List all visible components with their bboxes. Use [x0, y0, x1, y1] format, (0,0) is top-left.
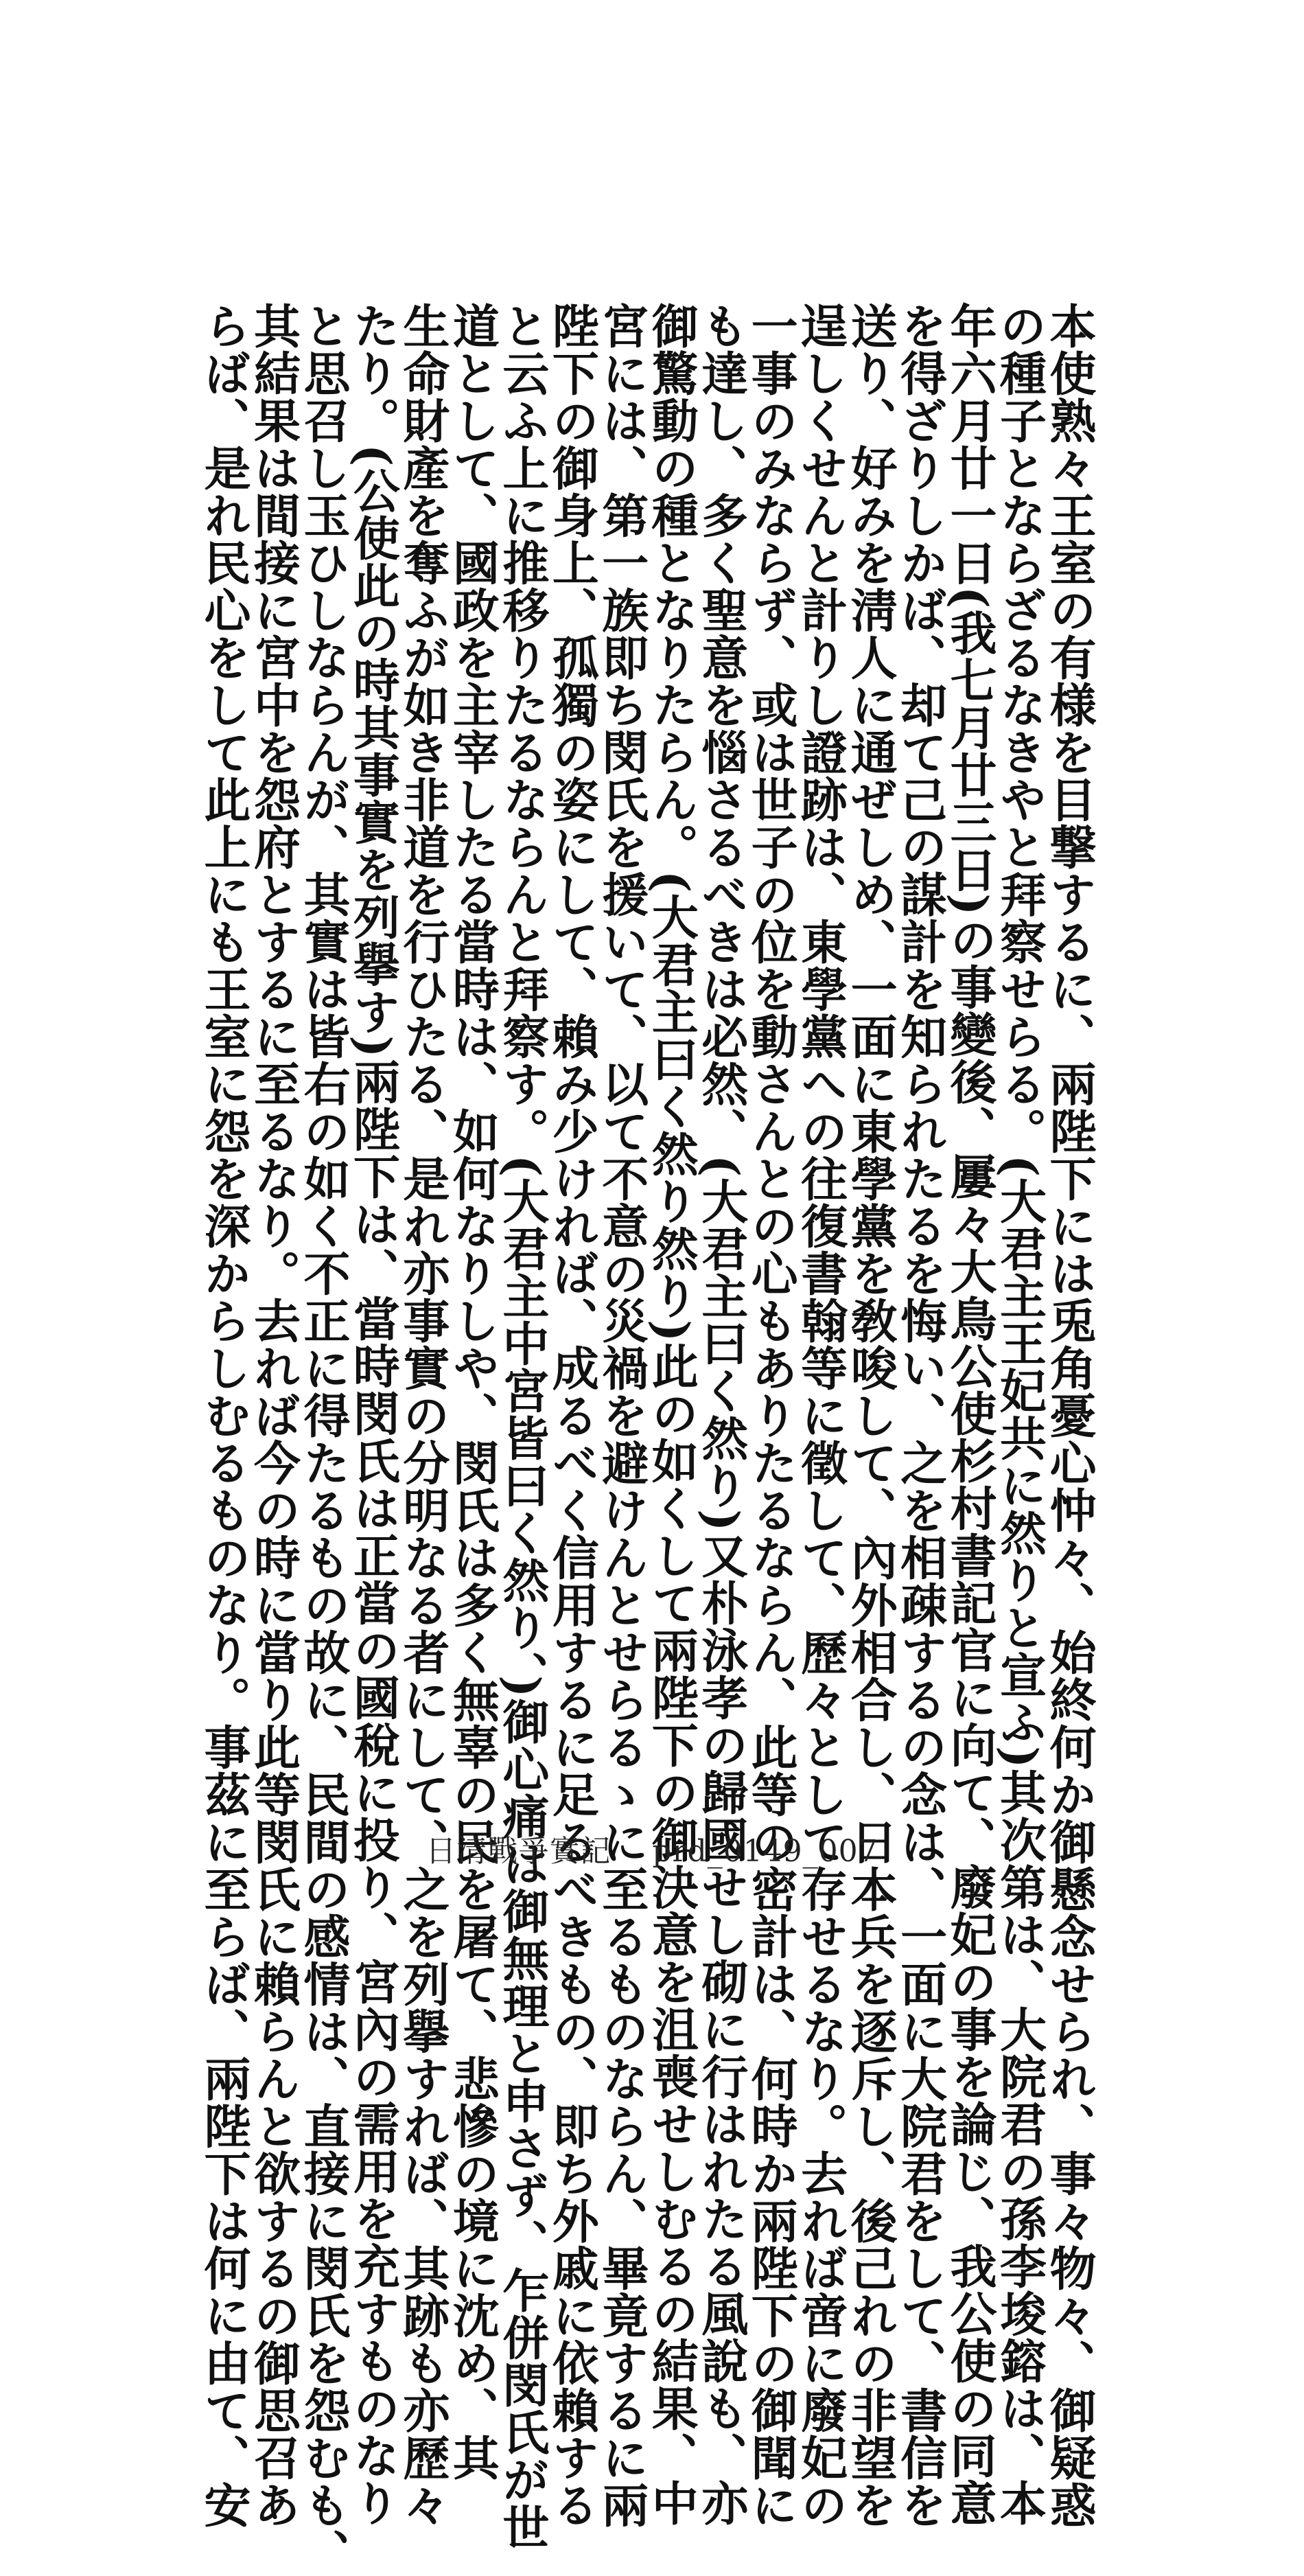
text-column: 本使熟々王室の有様を目撃するに、兩陛下には兎角憂心忡々、始終何か御懸念せられ、事々物々、御疑惑 [1041, 302, 1097, 2529]
text-column: も達し、多く聖意を惱さるべきは必然、(大君主曰く然り)又朴泳孝の歸國せし砌に行はれたる風說も、亦 [693, 302, 749, 2527]
text-column: と思召し玉ひしならんが、其實は皆右の如く不正に得たるもの故に、民間の感情は、直接に閔氏を怨むも、 [295, 302, 351, 2576]
text-column: 逞しくせんと計りし證跡は、東學黨への往復書翰等に徵して、歷々として存せるなり。去れば啻に廢妃の [793, 302, 848, 2529]
text-column: 宮には、第一族即ち閔氏を援いて、以て不意の災禍を避けんとせらるゝに至るものならん、畢竟するに兩 [594, 302, 649, 2529]
page-footer [0, 1826, 1304, 1870]
text-column: 其結果は間接に宮中を怨府とするに至るなり。去れば今の時に當り此等閔氏に賴らんと欲するの御思召あ [246, 302, 301, 2529]
text-column: 一事のみならず、或は世子の位を動さんとの心もありたるならん、此等の密計は、何時か兩陛下の御聞に [743, 302, 799, 2529]
text-column: と云ふ上に推移りたるならんと拜察す。(大君主中宮皆曰く然り、)御心痛は御無理と申さず、乍併閔氏が世 [494, 302, 550, 2551]
text-column: 陛下の御身上、孤獨の姿にして、賴み少ければ、成るべく信用するに足るべきもの、即ち外戚に依賴する [544, 302, 600, 2529]
text-column: 御驚動の種となりたらん。(大君主曰く然り然り)此の如くして兩陛下の御決意を沮喪せしむるの結果、中 [644, 302, 699, 2527]
text-column: の種子とならざるなきやと拜察せらる。(大君主王妃共に然りと宣ふ)其次第は、大院君の孫李埈鎔は、本 [992, 302, 1047, 2527]
text-column: らば、是れ民心をして此上にも王室に怨を深からしむるものなり。事茲に至らば、兩陛下は何に由て、安 [196, 302, 251, 2529]
text-column: 送り、好みを淸人に通ぜしめ、一面に東學黨を敎唆して、內外相合し、日本兵を逐斥し、後己れの非望を [843, 302, 898, 2529]
footer-title: 日清戰爭實記 [426, 1834, 612, 1869]
text-column: を得ざりしかば、却て己の謀計を知られたるを悔い、之を相疎するの念は、一面に大院君をして、書信を [892, 302, 948, 2529]
text-column: 生命財產を奪ふが如き非道を行ひたる、是れ亦事實の分明なる者にして、之を列擧すれば、其跡も亦歷々 [395, 302, 450, 2529]
text-column: たり。(公使此の時其事實を列擧す)兩陛下は、當時閔氏は正當の國稅に投り、宮內の需用を充すものなり [345, 302, 401, 2527]
text-column: 年六月廿一日(我七月廿三日)の事變後、屢々大鳥公使杉村書記官に向て、廢妃の事を論じ、我公使の同意 [942, 302, 998, 2527]
text-column: 道として、國政を主宰したる當時は、如何なりしや、閔氏は多く無辜の民を屠て、悲慘の境に沈め、其 [445, 302, 500, 2481]
footer-page-id: prd_0149_007 [652, 1834, 878, 1869]
